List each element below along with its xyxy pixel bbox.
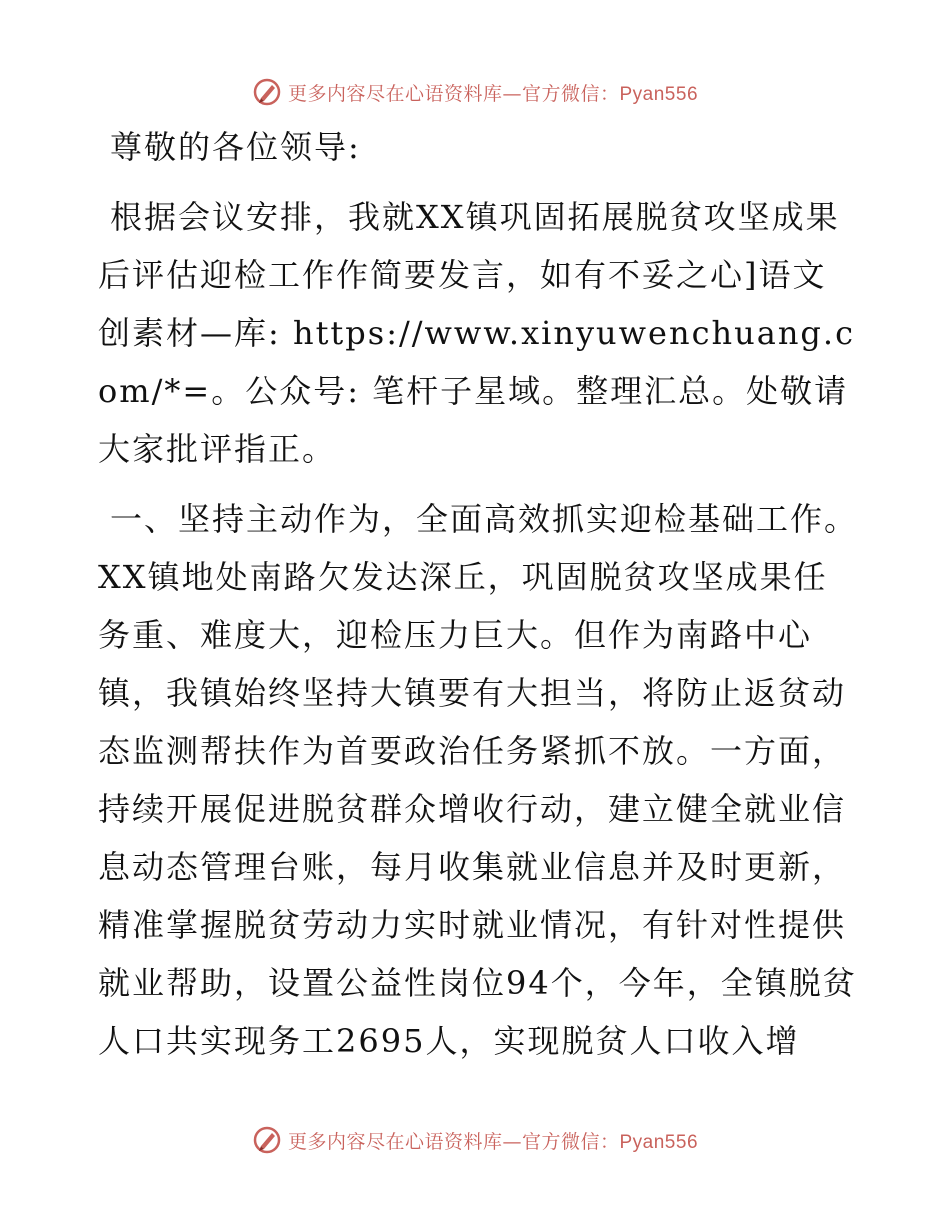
pen-logo-icon: [252, 77, 282, 107]
paragraph-section-one: 一、坚持主动作为，全面高效抓实迎检基础工作。XX镇地处南路欠发达深丘，巩固脱贫攻坚成果任务重、难度大，迎检压力巨大。但作为南路中心镇，我镇始终坚持大镇要有大担当，将防止返贫动态监测帮扶作为首要政治任务紧抓不放。一方面，持续开展促进脱贫群众增收行动，建立健全就业信息动态管理台账，每月收集就业信息并及时更新，精准掌握脱贫劳动力实时就业情况，有针对性提供就业帮助，设置公益性岗位94个，今年，全镇脱贫人口共实现务工2695人，实现脱贫人口收入增: [98, 500, 859, 1060]
watermark-text: 更多内容尽在心语资料库—官方微信：Pyan556: [287, 1130, 699, 1153]
paragraph-intro: 根据会议安排，我就XX镇巩固拓展脱贫攻坚成果后评估迎检工作作简要发言，如有不妥之心]语文创素材—库: https://www.xinyuwenchuang.com/*=。公众号: 笔杆子星域。整理汇总。处敬请大家批评指正。: [98, 198, 856, 468]
watermark-footer: [0, 1120, 950, 1160]
salutation: 尊敬的各位领导:: [110, 128, 361, 166]
pen-logo-icon: [252, 1125, 282, 1155]
watermark-handle: Pyan556: [619, 1131, 699, 1153]
watermark-header: [0, 72, 950, 112]
watermark-handle: Pyan556: [619, 83, 699, 105]
watermark-text: 更多内容尽在心语资料库—官方微信：Pyan556: [287, 82, 699, 105]
document-body: [98, 118, 858, 1082]
